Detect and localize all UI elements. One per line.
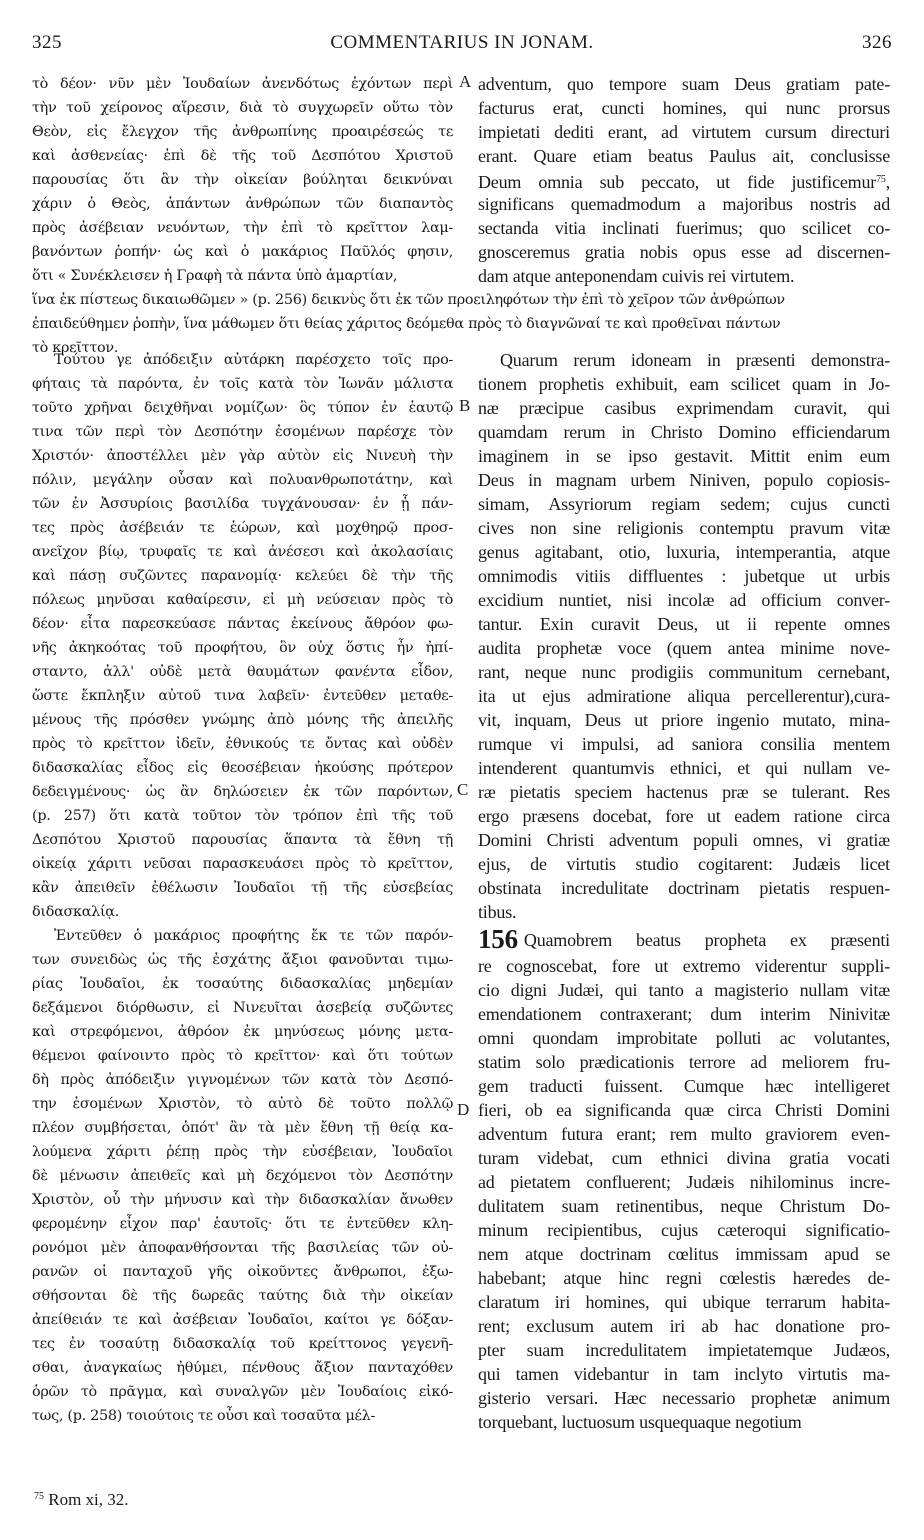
section-number: 156 bbox=[478, 924, 518, 954]
greek-line: σθήσονται δὲ τῆς δωρεᾶς ταύτης διὰ τὴν οἰκείαν bbox=[32, 1288, 453, 1304]
greek-line: σθαι, ἀναγκαίως ἠθύμει, πένθους ἄξιον πανταχόθεν bbox=[32, 1360, 453, 1376]
greek-line: διδασκαλίᾳ. bbox=[32, 904, 119, 920]
greek-full-line: τὸ κρεῖττον. bbox=[32, 340, 119, 356]
latin-line: tibus. bbox=[478, 902, 517, 922]
greek-line: Χριστὸν, οὗ τὴν μήνυσιν καὶ τὴν διδασκαλίαν ἄνωθεν bbox=[32, 1192, 453, 1208]
greek-line: νῆς ἀκηκοότας τοῦ προφήτου, ὃν οὐχ ὅστις ἦν ἠπί- bbox=[32, 640, 453, 656]
greek-line: Τούτου γε ἀπόδειξιν αὐτάρκη παρέσχετο τοῖς προ- bbox=[54, 352, 453, 368]
greek-line: ρονόμοι μὲν ἀποφανθήσονται τῆς βασιλείας τῶν οὐ- bbox=[32, 1240, 453, 1256]
latin-line: Deus in magnam urbem Niniven, populo copiosis- bbox=[478, 470, 890, 490]
greek-line: οἰκείᾳ χάριτι νεῦσαι παρασκευάσει πρὸς τὸ κρεῖττον, bbox=[32, 856, 453, 872]
greek-line: ανεῖχον βίῳ, τρυφαῖς τε καὶ ἀνέσεσι καὶ ἀκολασίαις bbox=[32, 544, 453, 560]
latin-line: obstinata incredulitate doctrinam pietatis respuen- bbox=[478, 878, 890, 898]
latin-line: fieri, ob ea significanda quæ circa Christi Domini bbox=[478, 1100, 890, 1120]
latin-line: genus agitabant, otio, luxuria, intemperantia, atque bbox=[478, 542, 890, 562]
page-number-right: 326 bbox=[862, 32, 892, 53]
greek-line: πρὸς τὸ κρεῖττον ἰδεῖν, ἐθνικούς τε ὄντας καὶ οὐδὲν bbox=[32, 736, 453, 752]
greek-line: φερομένην εἶχον παρ' ἑαυτοῖς· ὅτι τε ἐντεῦθεν κλη- bbox=[32, 1216, 453, 1232]
latin-line: næ præcipue casibus exprimendam curavit, qui bbox=[478, 398, 890, 418]
latin-line: erant. Quare etiam beatus Paulus ait, conclusisse bbox=[478, 146, 890, 166]
greek-line: των συνειδὼς ὡς τῆς ἐσχάτης ἄξιοι φανοῦνται τιμω- bbox=[32, 952, 453, 968]
latin-line: cio digni Judæi, qui tanto a magisterio nullam vitæ bbox=[478, 980, 890, 1000]
margin-letter-a: A bbox=[459, 72, 472, 91]
greek-line: (p. 257) ὅτι κατὰ τοῦτον τὸν τρόπον ἐπὶ τῆς τοῦ bbox=[32, 808, 453, 824]
greek-full-line: ἵνα ἐκ πίστεως δικαιωθῶμεν » (p. 256) δεικνὺς ὅτι ἐκ τῶν προειληφότων τὴν ἐπὶ τὸ χεῖρον τῶν ἀνθρώπων bbox=[32, 292, 785, 308]
latin-line: ad pietatem confluerent; Judæis nihilominus incre- bbox=[478, 1172, 890, 1192]
greek-line: βανόντων ῥοπήν· ὡς καὶ ὁ μακάριος Παῦλός φησιν, bbox=[32, 244, 453, 260]
greek-line: λούμενα χάριτι ῥέπῃ πρὸς τὴν εὐσέβειαν, Ἰουδαῖοι bbox=[32, 1144, 453, 1160]
latin-line: tionem prophetis exhibuit, eam scilicet quam in Jo- bbox=[478, 374, 890, 394]
latin-line: rant, neque nunc prodigiis communitum cernebant, bbox=[478, 662, 890, 682]
latin-line bbox=[478, 924, 890, 954]
greek-line: ρανῶν οἱ πανταχοῦ γῆς οἰκοῦντες ἄνθρωποι, ἐξω- bbox=[32, 1264, 453, 1280]
latin-line bbox=[478, 168, 890, 192]
latin-line: omnimodis vitiis diffluentes : jubetque ut urbis bbox=[478, 566, 890, 586]
footnote-number: 75 bbox=[34, 1491, 44, 1502]
margin-letter-d: D bbox=[457, 1100, 470, 1119]
greek-line: δεξάμενοι διόρθωσιν, εἰ Νινευῖται ἀσεβείᾳ συζῶντες bbox=[32, 1000, 453, 1016]
greek-line: δὲ μένωσιν ἀπειθεῖς καὶ μὴ δεχόμενοι τὸν Δεσπότην bbox=[32, 1168, 453, 1184]
latin-line: pter suam incredulitatem impietatemque Judæos, bbox=[478, 1340, 890, 1360]
page-number-left: 325 bbox=[32, 32, 62, 53]
greek-line: Δεσπότου Χριστοῦ παρουσίας ἅπαντα τὰ ἔθνη τῇ bbox=[32, 832, 453, 848]
greek-line: δεδειγμένους· ὡς ἂν δηλώσειεν ἐκ τῶν παρόντων, bbox=[32, 784, 453, 800]
latin-line: gisterio versari. Hæc necessario prophetæ animum bbox=[478, 1388, 890, 1408]
greek-line: την ἐσομένων Χριστὸν, τὸ αὐτὸ δὲ τοῦτο πολλῷ bbox=[32, 1096, 453, 1112]
greek-line: τως, (p. 258) τοιούτοις τε οὖσι καὶ τοσαῦτα μέλ- bbox=[32, 1408, 376, 1424]
greek-line: τες πρὸς ἀσέβειάν τε ἑώρων, καὶ μοχθηρῷ προσ- bbox=[32, 520, 453, 536]
latin-line: rumque vi impulsi, ad saniora consilia mentem bbox=[478, 734, 890, 754]
latin-line: sectanda vitia inclinati fuerimus; quo scilicet co- bbox=[478, 218, 890, 238]
running-title: COMMENTARIUS IN JONAM. bbox=[330, 32, 594, 53]
latin-line: gnosceremus gratia nobis opus esse ad discernen- bbox=[478, 242, 890, 262]
latin-line: re cognoscebat, fore ut extremo viderentur suppli- bbox=[478, 956, 890, 976]
latin-line: Domini Christi adventum populi omnes, vi gratiæ bbox=[478, 830, 890, 850]
latin-line: adventum, quo tempore suam Deus gratiam pate- bbox=[478, 74, 890, 94]
latin-line: ergo præsens docebat, fore ut eadem ratione circa bbox=[478, 806, 890, 826]
greek-line: κἂν ἀπειθεῖν ἐθέλωσιν Ἰουδαῖοι τῇ τῆς εὐσεβείας bbox=[32, 880, 453, 896]
greek-line: Θεὸν, εἰς ἔλεγχον τῆς ἀνθρωπίνης προαιρέσεώς τε bbox=[32, 124, 453, 140]
punctuation: , bbox=[885, 172, 890, 192]
latin-line: minum recipientibus, cujus cæteroqui significatio- bbox=[478, 1220, 890, 1240]
greek-line: Ἐντεῦθεν ὁ μακάριος προφήτης ἔκ τε τῶν παρόν- bbox=[54, 928, 453, 944]
greek-line: τῶν ἐν Ἀσσυρίοις βασιλίδα τυγχάνουσαν· ἐν ᾗ πάν- bbox=[32, 496, 453, 512]
latin-line: emendationem contraxerant; dum interim Ninivitæ bbox=[478, 1004, 890, 1024]
latin-line: audita prophetæ voce (quem antea minime nove- bbox=[478, 638, 890, 658]
greek-line: ὥστε ἔκπληξιν αὐτοῦ τινα λαβεῖν· ἐντεῦθεν μεταθε- bbox=[32, 688, 453, 704]
latin-line: torquebant, luctuosum usquequaque negotium bbox=[478, 1412, 802, 1432]
latin-line: adventum futura erant; rem multo graviorem even- bbox=[478, 1124, 890, 1144]
latin-line: omni quondam improbitate polluti ac volutantes, bbox=[478, 1028, 890, 1048]
greek-line: πόλεως μηνῦσαι καθαίρεσιν, εἰ μὴ νεύσειαν πρὸς τὸ bbox=[32, 592, 453, 608]
latin-line: dam atque anteponendam cuivis rei virtutem. bbox=[478, 266, 795, 286]
greek-line: Χριστόν· ἀποστέλλει μὲν γὰρ αὐτὸν εἰς Νινευὴ τὴν bbox=[32, 448, 453, 464]
latin-line-text: Deum omnia sub peccato, ut fide justificemur bbox=[478, 172, 877, 192]
latin-line: cives non sine religionis contemptu pravum vitæ bbox=[478, 518, 890, 538]
greek-line: καὶ ἀσθενείας· ἐπὶ δὲ τῆς τοῦ Δεσπότου Χριστοῦ bbox=[32, 148, 453, 164]
greek-column-top bbox=[32, 72, 453, 288]
greek-line: ὅτι « Συνέκλεισεν ἡ Γραφὴ τὰ πάντα ὑπὸ ἁμαρτίαν, bbox=[32, 268, 398, 284]
greek-line: τοῦτο χρῆναι δειχθῆναι νομίζων· ὃς τύπον ἐν ἑαυτῷ bbox=[32, 400, 453, 416]
greek-line: πόλιν, μεγάλην οὖσαν καὶ πολυανθρωποτάτην, καὶ bbox=[32, 472, 453, 488]
greek-line: ρίας Ἰουδαῖοι, ἐκ τοσαύτης διδασκαλίας μηδεμίαν bbox=[32, 976, 453, 992]
footnote-reference: 75 bbox=[876, 174, 886, 185]
latin-line: facturus erat, cuncti homines, qui nunc prorsus bbox=[478, 98, 890, 118]
latin-line: gem traducti fuissent. Cumque hæc intelligeret bbox=[478, 1076, 890, 1096]
latin-column-top bbox=[478, 72, 890, 288]
latin-line: ita ut ejus admiratione aliqua percellerentur),cura- bbox=[478, 686, 890, 706]
latin-line: dulitatem suam retinentibus, neque Christum Do- bbox=[478, 1196, 890, 1216]
greek-line: καὶ στρεφόμενοι, ἀθρόον ἐκ μηνύσεως μόνης μετα- bbox=[32, 1024, 453, 1040]
latin-line: rent; exclusum autem iri ab hac donatione pro- bbox=[478, 1316, 890, 1336]
margin-letter-c: C bbox=[457, 780, 469, 799]
footnote bbox=[34, 1490, 129, 1510]
latin-column-main bbox=[478, 348, 890, 1434]
footnote-text: Rom xi, 32. bbox=[48, 1490, 129, 1509]
latin-line: claratum iri homines, qui ubique terrarum habita- bbox=[478, 1292, 890, 1312]
greek-line: σταντο, ἀλλ' οὐδὲ μετὰ θαυμάτων φανέντα εἶδον, bbox=[32, 664, 453, 680]
greek-column-main bbox=[32, 348, 453, 1428]
greek-line: τὴν τοῦ χείρονος αἵρεσιν, διὰ τὸ συγχωρεῖν οὕτω τὸν bbox=[32, 100, 453, 116]
greek-line: πλέον συμβήσεται, ὁπότ' ἂν τὰ μὲν ἔθνη τῇ θείᾳ κα- bbox=[32, 1120, 453, 1136]
latin-line: ræ pietatis speciem hactenus præ se tulerant. Res bbox=[478, 782, 890, 802]
greek-line: τὸ δέον· νῦν μὲν Ἰουδαίων ἀνενδότως ἐχόντων περὶ bbox=[32, 76, 453, 92]
greek-line: φήταις τὰ παρόντα, ἐν τοῖς κατὰ τὸν Ἰωνᾶν μάλιστα bbox=[32, 376, 453, 392]
greek-line: τινα τῶν περὶ τὸν Δεσπότην ἐσομένων παρέσχε τὸν bbox=[32, 424, 453, 440]
latin-line: ejus, de virtutis studio cogitarent: Judæis licet bbox=[478, 854, 890, 874]
latin-line: statim solo prædicationis terrore ad meliorem fru- bbox=[478, 1052, 890, 1072]
latin-line: nem atque doctrinam cœlitus immissam apud se bbox=[478, 1244, 890, 1264]
greek-line: δέον· εἶτα παρεσκεύασε πάντας ἐκείνους ἄθρόον φω- bbox=[32, 616, 453, 632]
greek-line: ὁρῶν τὸ πρᾶγμα, καὶ συναλγῶν μὲν Ἰουδαίοις εἰκό- bbox=[32, 1384, 453, 1400]
greek-line: θέμενοι φαίνοιντο πρὸς τὸ κρεῖττον· καὶ ὅτι τούτων bbox=[32, 1048, 453, 1064]
greek-full-line: ἐπαιδεύθημεν ῥοπὴν, ἵνα μάθωμεν ὅτι θείας χάριτος δεόμεθα πρὸς τὸ διαγνῶναί τε καὶ προθεῖναι πάντων bbox=[32, 316, 781, 332]
latin-line: habebant; atque hinc regni cœlestis hæredes de- bbox=[478, 1268, 890, 1288]
latin-line: intenderent quantumvis ethnici, et qui nullam ve- bbox=[478, 758, 890, 778]
greek-line: δὴ πρὸς ἀπόδειξιν γιγνομένων τῶν κατὰ τὸν Δεσπό- bbox=[32, 1072, 453, 1088]
latin-line: impietati dediti erant, ad virtutem cursum directuri bbox=[478, 122, 890, 142]
greek-line: παρουσίας ὅτι ἂν τὴν οἰκείαν βούληται δεικνύναι bbox=[32, 172, 453, 188]
latin-line: vit, inquam, Deus ut priore ingenio mutato, mina- bbox=[478, 710, 890, 730]
greek-line: ἀπείθειάν τε καὶ ἀσέβειαν Ἰουδαῖοι, καίτοι γε δόξαν- bbox=[32, 1312, 453, 1328]
latin-line: qui tamen videbantur in tam inclyto virtutis ma- bbox=[478, 1364, 890, 1384]
latin-line: significans quemadmodum a majoribus nostris ad bbox=[478, 194, 890, 214]
greek-line: πρὸς ἀσέβειαν νευόντων, τὴν ἐπὶ τὸ κρεῖττον λαμ- bbox=[32, 220, 453, 236]
greek-line: τες ἐν τοσαύτῃ διδασκαλίᾳ τοῦ κρείττονος γεγενῆ- bbox=[32, 1336, 453, 1352]
latin-line: imaginem in se ipso gestavit. Mittit enim eum bbox=[478, 446, 890, 466]
greek-line: χάριν ὁ Θεὸς, ἁπάντων ἀνθρώπων τῶν διαπαντὸς bbox=[32, 196, 453, 212]
latin-line: turam videbat, cum ethnici divina gratia vocati bbox=[478, 1148, 890, 1168]
latin-line: excidium nuntiet, nisi incolæ ad officium conver- bbox=[478, 590, 890, 610]
latin-line: quamdam rerum in Christo Domino efficiendarum bbox=[478, 422, 890, 442]
margin-letter-b: B bbox=[459, 396, 471, 415]
latin-line: Quarum rerum idoneam in præsenti demonstra- bbox=[500, 350, 890, 370]
latin-line-text: Quamobrem beatus propheta ex præsenti bbox=[523, 930, 890, 950]
greek-line: μένους τῆς πρόσθεν γνώμης ἀπὸ μόνης τῆς ἀπειλῆς bbox=[32, 712, 453, 728]
latin-line: tantur. Exin curavit Deus, ut ii repente omnes bbox=[478, 614, 890, 634]
greek-line: καὶ πάσῃ συζῶντες παρανομίᾳ· κελεύει δὲ τὴν τῆς bbox=[32, 568, 453, 584]
greek-line: διδασκαλίας εἶδος εἰς θεοσέβειαν ἠκούσης πρότερον bbox=[32, 760, 453, 776]
latin-line: simam, Assyriorum regiam sedem; cujus cuncti bbox=[478, 494, 890, 514]
